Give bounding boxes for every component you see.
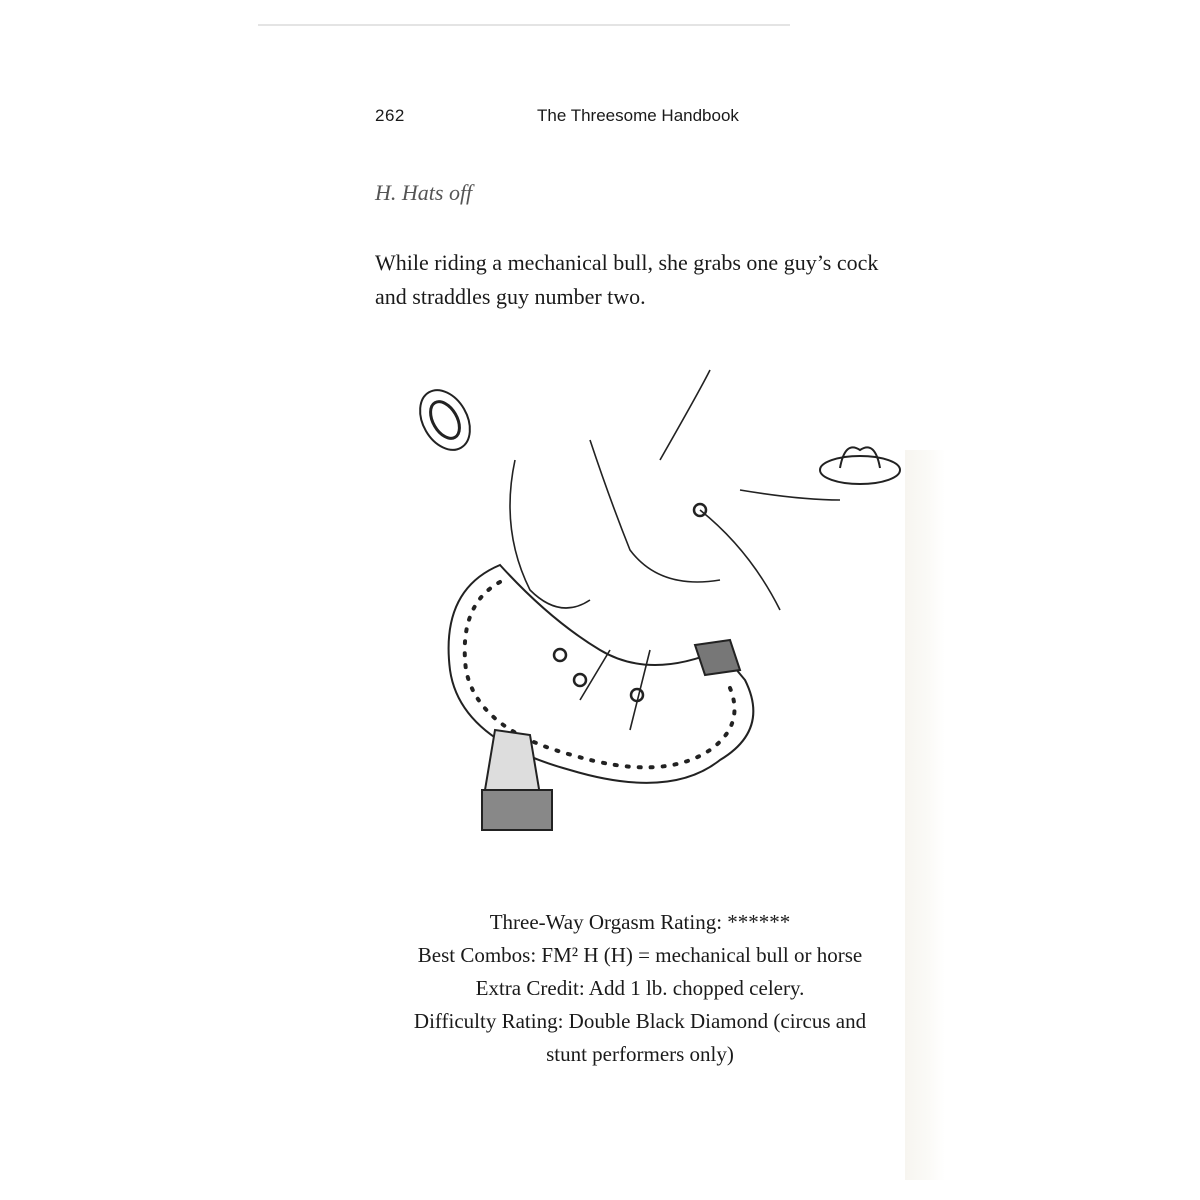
cowboy-hat-left [410, 381, 480, 458]
illustration [400, 350, 910, 850]
book-title: The Threesome Handbook [537, 106, 739, 125]
orgasm-rating: Three-Way Orgasm Rating: ****** [489, 910, 791, 934]
cowboy-hat-right [820, 447, 900, 484]
body-paragraph: While riding a mechanical bull, she grabs one guy’s cock and straddles guy number two. [375, 250, 879, 309]
extra-credit: Extra Credit: Add 1 lb. chopped celery. [475, 976, 805, 1000]
rider-outlines [510, 370, 840, 730]
section-heading: H. Hats off [375, 180, 473, 205]
page-number: 262 [375, 106, 405, 125]
section-body [375, 212, 915, 314]
ratings-block [340, 906, 940, 1071]
difficulty-rating-continued: stunt performers only) [546, 1042, 734, 1066]
difficulty-rating: Difficulty Rating: Double Black Diamond (circus and [413, 1009, 867, 1033]
best-combos: Best Combos: FM² H (H) = mechanical bull or horse [417, 943, 863, 967]
top-rule [258, 24, 790, 26]
mechanical-bull-base [482, 640, 740, 830]
